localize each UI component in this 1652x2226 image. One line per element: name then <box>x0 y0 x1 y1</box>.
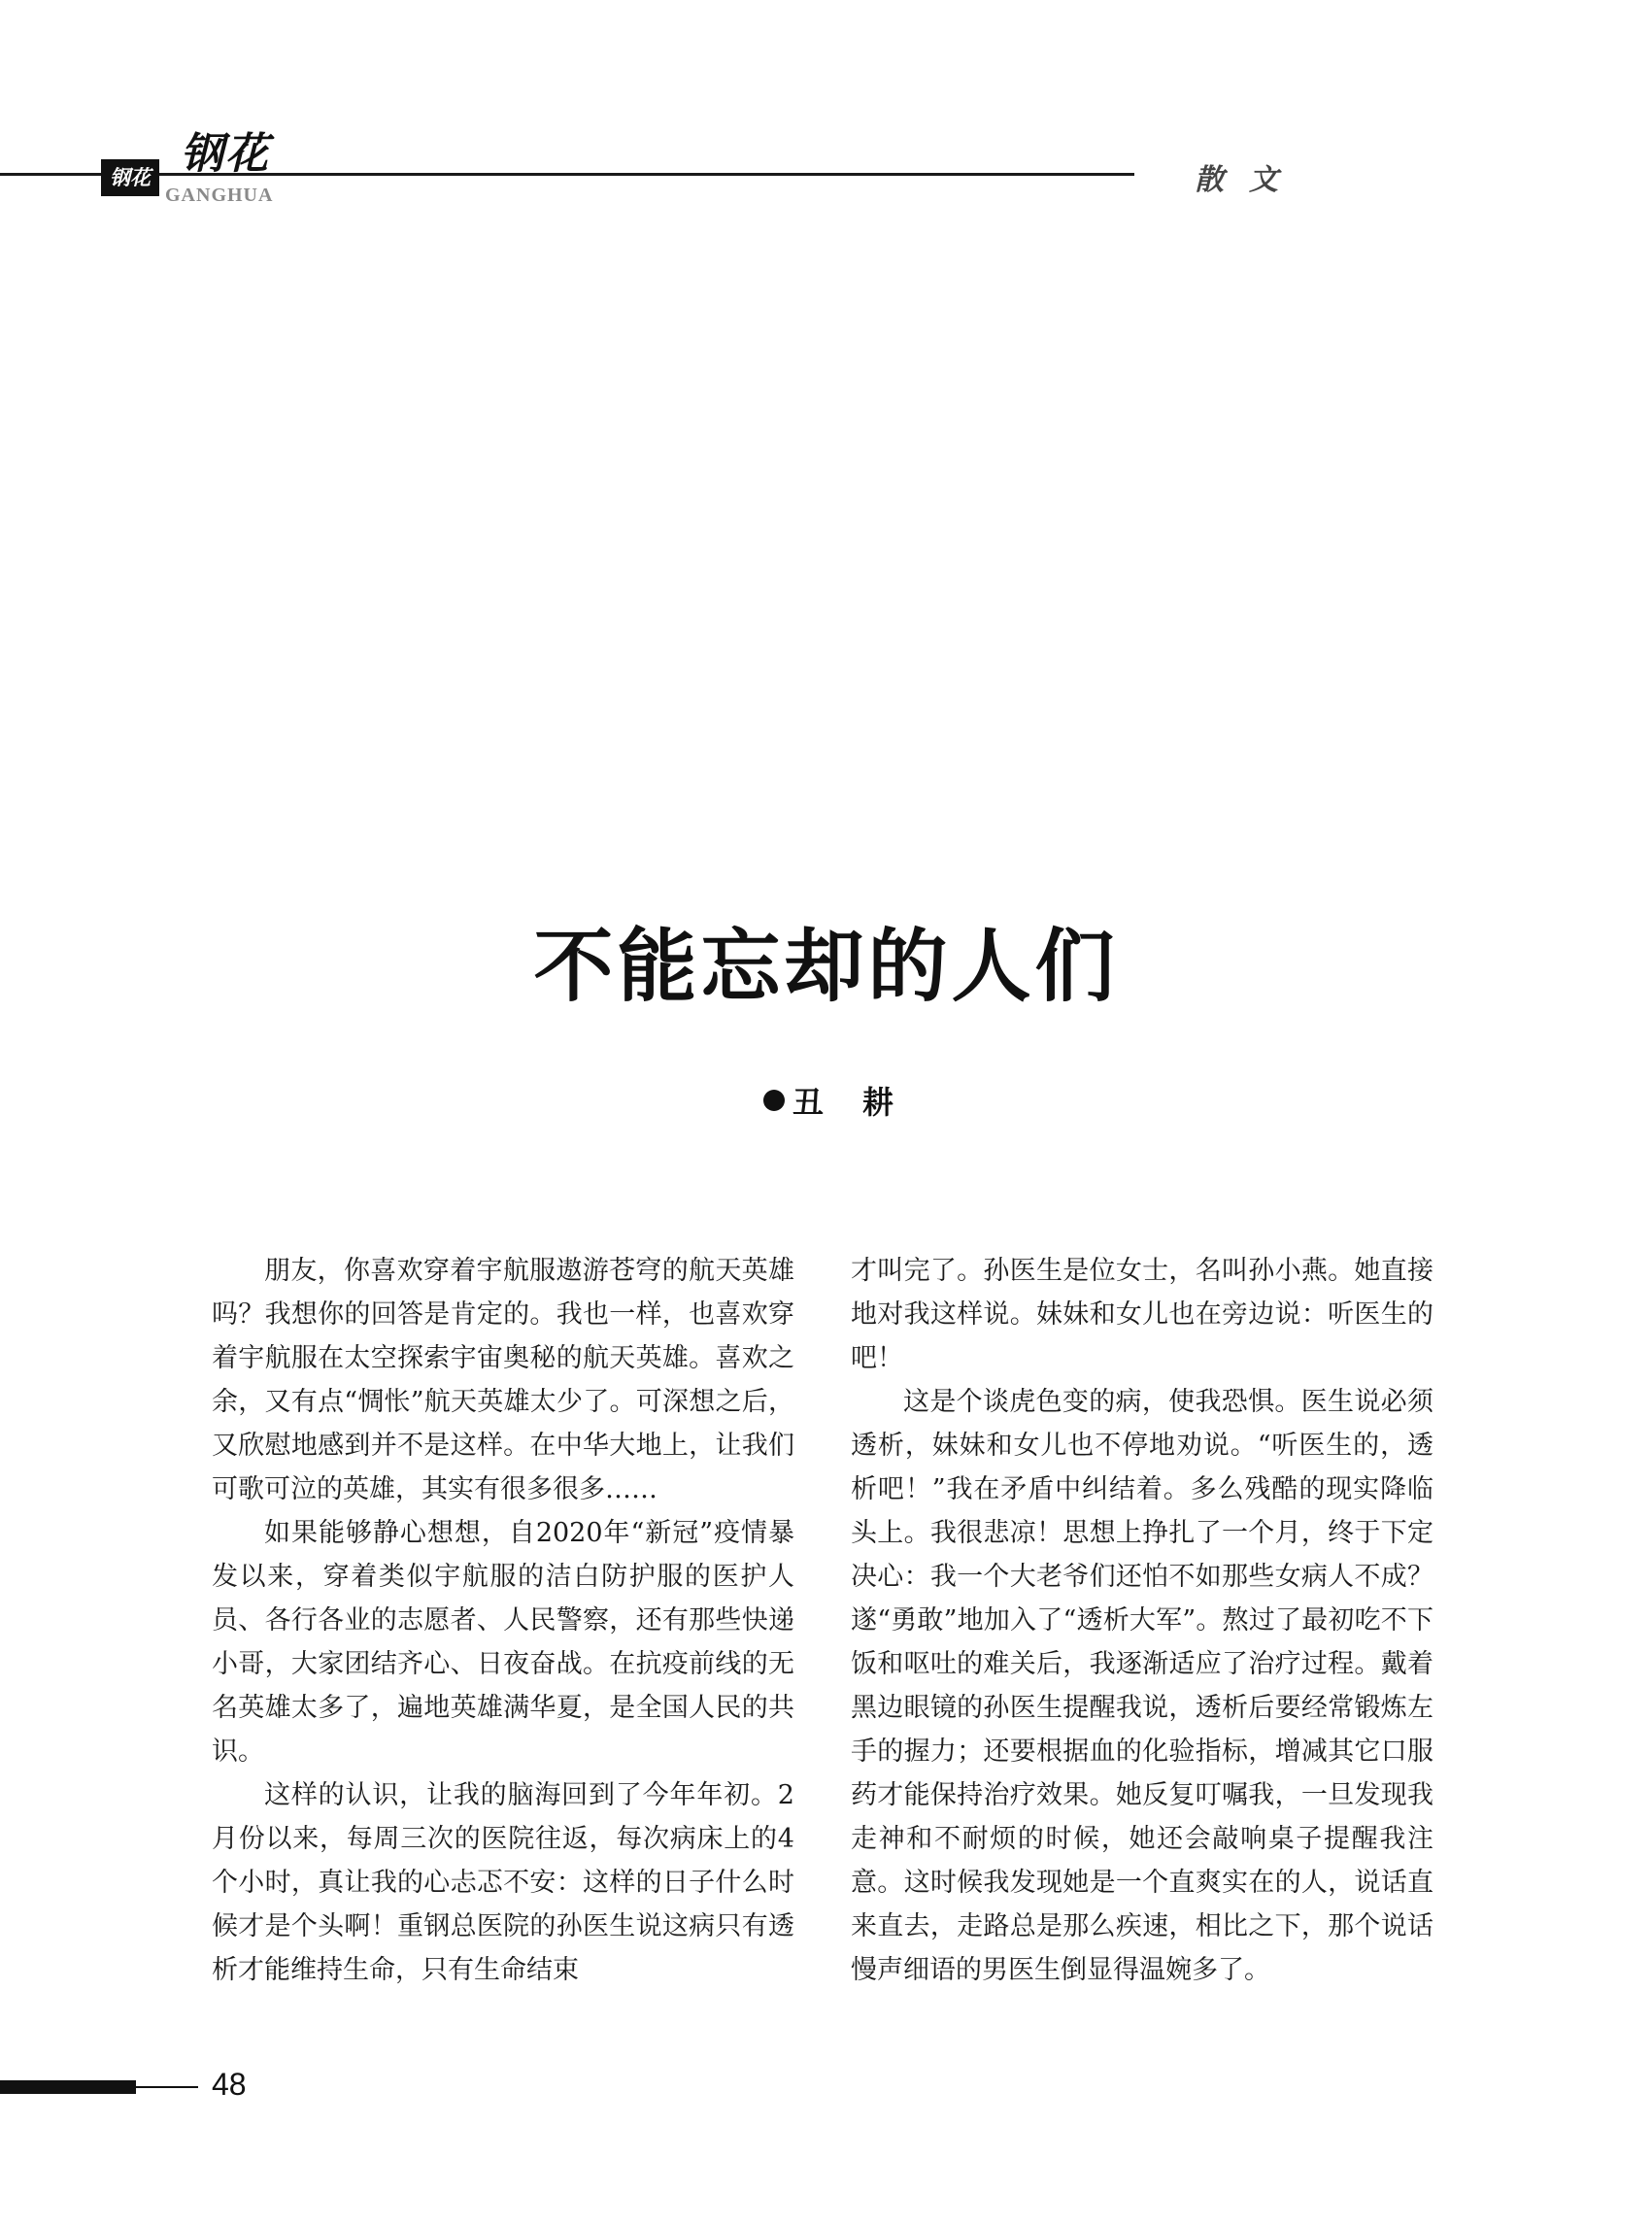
magazine-logo-subtitle: GANGHUA <box>165 185 274 206</box>
header-rule <box>0 173 1134 176</box>
article-title: 不能忘却的人们 <box>533 920 1119 1013</box>
article-byline <box>763 1078 932 1123</box>
section-label: 散文 <box>1195 163 1303 197</box>
page-number: 48 <box>212 2067 247 2102</box>
paragraph: 才叫完了。孙医生是位女士，名叫孙小燕。她直接地对我这样说。妹妹和女儿也在旁边说：听医生的吧！ <box>851 1256 1433 1373</box>
paragraph: 这样的认识，让我的脑海回到了今年年初。2 月份以来，每周三次的医院往返，每次病床上的4个小时，真让我的心忐忑不安：这样的日子什么时候才是个头啊！重钢总医院的孙医生说这病只有透析才能维持生命，只有生命结束 <box>212 1780 794 1985</box>
body-column-right <box>851 1249 1433 1992</box>
body-column-left <box>212 1249 794 1992</box>
bullet-icon <box>763 1090 785 1111</box>
magazine-logo-badge: 钢花 <box>101 159 159 196</box>
paragraph: 这是个谈虎色变的病，使我恐惧。医生说必须透析，妹妹和女儿也不停地劝说。“听医生的，透析吧！”我在矛盾中纠结着。多么残酷的现实降临头上。我很悲凉！思想上挣扎了一个月，终于下定决心：我一个大老爷们还怕不如那些女病人不成？遂“勇敢”地加入了“透析大军”。熬过了最初吃不下饭和呕吐的难关后，我逐渐适应了治疗过程。戴着黑边眼镜的孙医生提醒我说，透析后要经常锻炼左手的握力；还要根据血的化验指标，增减其它口服药才能保持治疗效果。她反复叮嘱我，一旦发现我走神和不耐烦的时候，她还会敲响桌子提醒我注意。这时候我发现她是一个直爽实在的人，说话直来直去，走路总是那么疾速，相比之下，那个说话慢声细语的男医生倒显得温婉多了。 <box>851 1387 1433 1985</box>
paragraph: 朋友，你喜欢穿着宇航服遨游苍穹的航天英雄吗？我想你的回答是肯定的。我也一样，也喜欢穿着宇航服在太空探索宇宙奥秘的航天英雄。喜欢之余，又有点“惆怅”航天英雄太少了。可深想之后，又欣慰地感到并不是这样。在中华大地上，让我们可歌可泣的英雄，其实有很多很多…… <box>212 1256 794 1504</box>
footer-rule <box>136 2086 198 2088</box>
author-name: 丑耕 <box>792 1084 933 1121</box>
paragraph: 如果能够静心想想，自2020年“新冠”疫情暴发以来，穿着类似宇航服的洁白防护服的医护人员、各行各业的志愿者、人民警察，还有那些快递小哥，大家团结齐心、日夜奋战。在抗疫前线的无名英雄太多了，遍地英雄满华夏，是全国人民的共识。 <box>212 1518 794 1767</box>
footer-bar <box>0 2080 136 2094</box>
magazine-logo-title: 钢花 <box>181 129 270 179</box>
